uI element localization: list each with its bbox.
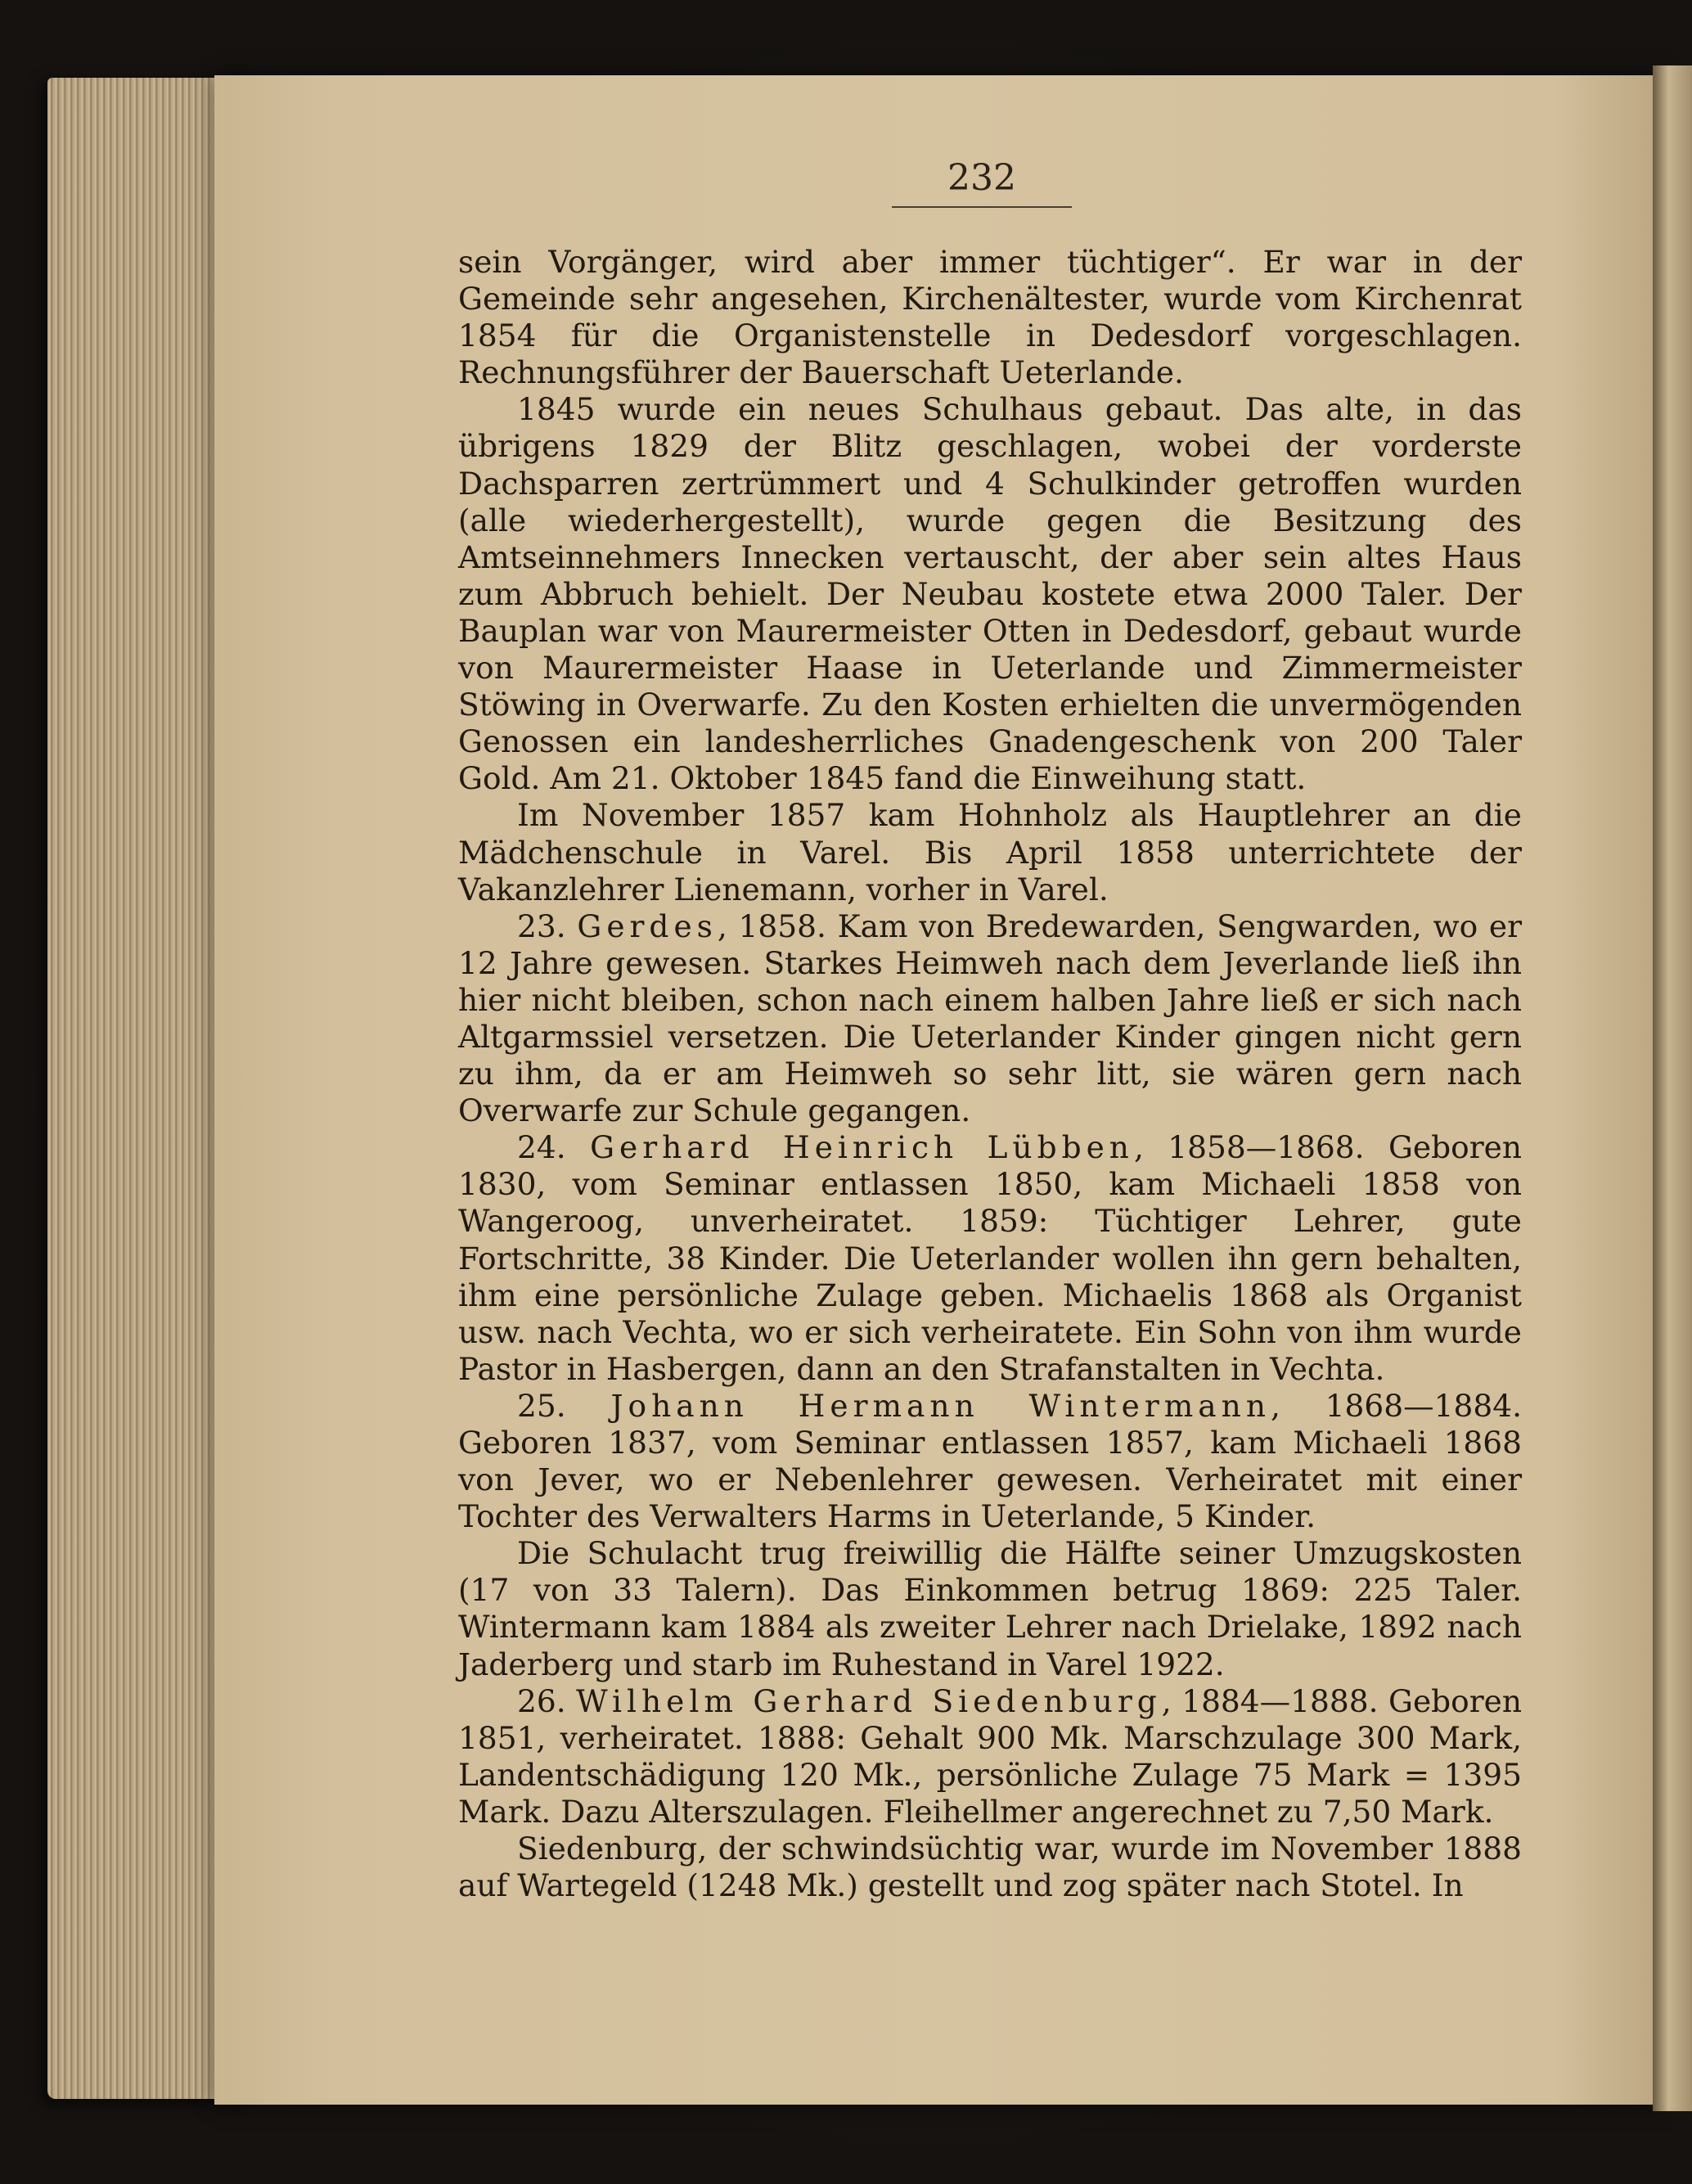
text-block <box>458 244 1522 1904</box>
paragraph-text: Die Schulacht trug freiwillig die Hälfte seiner Umzugskosten (17 von 33 Talern). Das Einkommen betrug 1869: 225 Taler. Wintermann kam 1884 als zweiter Lehrer nach Drielake, 1892 nach Jaderberg und starb im Ruhestand in Varel 1922. <box>458 1535 1522 1682</box>
paragraph-entry-26 <box>458 1683 1522 1831</box>
paragraph-text: , 1868—1884. Geboren 1837, vom Seminar entlassen 1857, kam Michaeli 1868 von Jever, wo er Nebenlehrer gewesen. Verheiratet mit einer Tochter des Verwalters Harms in Ueterlande, 5 Kinder. <box>458 1387 1522 1535</box>
page-number: 232 <box>947 157 1016 199</box>
paragraph-entry-24 <box>458 1129 1522 1388</box>
paragraph-text: Im November 1857 kam Hohnholz als Hauptlehrer an die Mädchenschule in Varel. Bis April 1858 unterrichtete der Vakanzlehrer Lienemann, vorher in Varel. <box>458 797 1522 907</box>
entry-number: 24. <box>517 1129 566 1166</box>
paragraph <box>458 244 1522 391</box>
entry-number: 23. <box>517 907 566 944</box>
paragraph <box>458 1535 1522 1682</box>
teacher-name: Johann Hermann Wintermann <box>610 1387 1271 1424</box>
paragraph <box>458 1831 1522 1904</box>
page-number-rule <box>892 206 1072 208</box>
entry-number: 25. <box>517 1387 566 1424</box>
paragraph-entry-25 <box>458 1388 1522 1535</box>
entry-number: 26. <box>517 1682 566 1719</box>
paragraph-text: , 1884—1888. Geboren 1851, verheiratet. 1888: Gehalt 900 Mk. Marschzulage 300 Mark, Landentschädigung 120 Mk., persönliche Zulage 75 Mark = 1395 Mark. Dazu Alterszulagen. Fleihellmer angerechnet zu 7,50 Mark. <box>458 1682 1523 1830</box>
paragraph-text: sein Vorgänger, wird aber immer tüchtiger“. Er war in der Gemeinde sehr angesehen, Kirchenältester, wurde vom Kirchenrat 1854 für die Organistenstelle in Dedesdorf vorgeschlagen. Rechnungsführer der Bauerschaft Ueterlande. <box>458 244 1522 391</box>
paragraph <box>458 797 1522 907</box>
paragraph-text: , 1858—1868. Geboren 1830, vom Seminar entlassen 1850, kam Michaeli 1858 von Wangeroog, unverheiratet. 1859: Tüchtiger Lehrer, gute Fortschritte, 38 Kinder. Die Ueterlander wollen ihn gern behalten, ihm eine persönliche Zulage geben. Michaelis 1868 als Organist usw. nach Vechta, wo er sich verheiratete. Ein Sohn von ihm wurde Pastor in Hasbergen, dann an den Strafanstalten in Vechta. <box>458 1129 1522 1387</box>
teacher-name: Gerdes <box>577 907 718 944</box>
teacher-name: Gerhard Heinrich Lübben <box>590 1129 1134 1166</box>
paragraph-text: Siedenburg, der schwindsüchtig war, wurde im November 1888 auf Wartegeld (1248 Mk.) gestellt und zog später nach Stotel. In <box>458 1831 1522 1904</box>
paragraph-text: 1845 wurde ein neues Schulhaus gebaut. Das alte, in das übrigens 1829 der Blitz geschlagen, wobei der vorderste Dachsparren zertrümmert und 4 Schulkinder getroffen wurden (alle wiederhergestellt), wurde gegen die Besitzung des Amtseinnehmers Innecken vertauscht, der aber sein altes Haus zum Abbruch behielt. Der Neubau kostete etwa 2000 Taler. Der Bauplan war von Maurermeister Otten in Dedesdorf, gebaut wurde von Maurermeister Haase in Ueterlande und Zimmermeister Stöwing in Overwarfe. Zu den Kosten erhielten die unvermögenden Genossen ein landesherrliches Gnadengeschenk von 200 Taler Gold. Am 21. Oktober 1845 fand die Einweihung statt. <box>458 391 1522 797</box>
paragraph-entry-23 <box>458 908 1522 1130</box>
teacher-name: Wilhelm Gerhard Siedenburg <box>576 1682 1162 1719</box>
book-gutter <box>1653 65 1692 2111</box>
paragraph <box>458 391 1522 797</box>
paragraph-text: , 1858. Kam von Bredewarden, Sengwarden, wo er 12 Jahre gewesen. Starkes Heimweh nach dem Jeverlande ließ ihn hier nicht bleiben, schon nach einem halben Jahre ließ er sich nach Altgarmssiel versetzen. Die Ueterlander Kinder gingen nicht gern zu ihm, da er am Heimweh so sehr litt, sie wären gern nach Overwarfe zur Schule gegangen. <box>458 907 1522 1129</box>
